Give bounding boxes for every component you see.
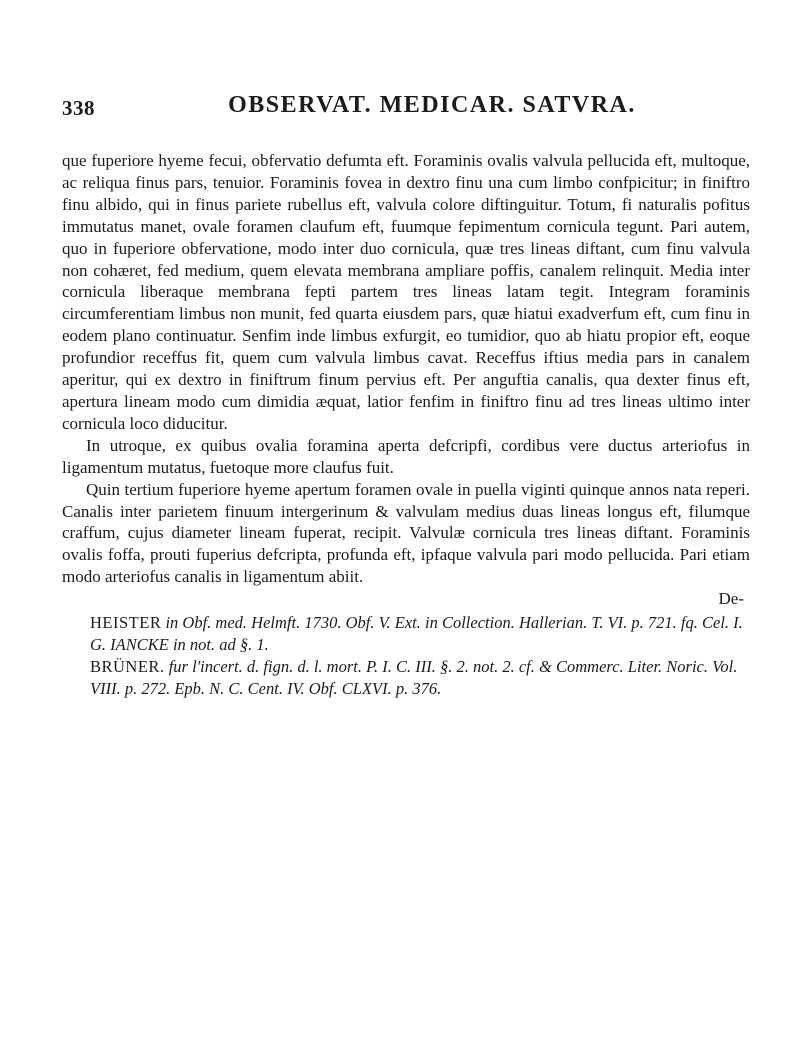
reference-item	[62, 612, 750, 656]
catchword: De-	[718, 589, 744, 609]
references-block	[62, 612, 750, 700]
reference-author: HEISTER	[90, 613, 162, 633]
reference-text: fur l'incert. d. fign. d. l. mort. P. I. C. III. §. 2. not. 2. cf. & Commerc. Liter. Noric. Vol. VIII. p. 272. Epb. N. C. Cent. IV. Obf. CLXVI. p. 376.	[90, 657, 738, 699]
reference-author: BRÜNER.	[90, 657, 165, 677]
running-header	[62, 92, 752, 128]
main-text-block	[62, 150, 750, 700]
paragraph-ductus-arteriosus: In utroque, ex quibus ovalia foramina aperta defcripfi, cordibus vere ductus arteriofus in ligamentum mutatus, fuetoque more claufus fuit.	[62, 435, 750, 477]
running-title: OBSERVAT. MEDICAR. SATVRA.	[228, 92, 636, 118]
reference-item	[62, 656, 750, 700]
page-number: 338	[62, 96, 95, 120]
reference-text: in Obf. med. Helmft. 1730. Obf. V. Ext. in Collection. Hallerian. T. VI. p. 721. fq. Cel. I. G. IANCKE in not. ad §. 1.	[90, 613, 743, 655]
paragraph-observation: que fuperiore hyeme fecui, obfervatio defumta eft. Foraminis ovalis valvula pellucida eft, multoque, ac reliqua finus pars, tenuior. Foraminis fovea in dextro finu una cum limbo confpicitur; in finiftro finu albido, qui in finus pariete rubellus eft, valvula colore diftinguitur. Totum, fi naturalis pofitus immutatus manet, ovale foramen claufum eft, fuumque fepimentum cornicula tegunt. Pari autem, quo in fuperiore obfervatione, modo inter duo cornicula, quæ tres lineas diftant, cum finu valvula non cohæret, fed medium, quem elevata membrana ampliare poffis, canalem relinquit. Media inter cornicula liberaque membrana fepti partem tres lineas latam tegit. Integram foraminis circumferentiam limbus non munit, fed quarta eiusdem pars, quæ hiatui exadverfum eft, cum finu in eodem plano continuatur. Senfim inde limbus exfurgit, eo tumidior, quo ab hiatu propior eft, eoque profundior receffus fit, quem cum valvula limbus cavat. Receffus iftius media pars in canalem aperitur, qui ex dextro in finiftrum finum pervius eft. Per anguftia canalis, qua dexter finus eft, apertura lineam modo cum dimidia æquat, latior fenfim in finiftro finu ad tres lineas ultimo inter cornicula loco diducitur.	[62, 151, 750, 433]
paragraph-third-case: Quin tertium fuperiore hyeme apertum foramen ovale in puella viginti quinque annos nata reperi. Canalis inter parietem finuum intergerinum & valvulam medius duas lineas longus eft, filumque craffum, cujus diameter lineam fuperat, recipit. Valvulæ cornicula tres lineas diftant. Foraminis ovalis foffa, prouti fuperius defcripta, profunda eft, ipfaque valvula pari modo pellucida. Pari etiam modo arteriofus canalis in ligamentum abiit.	[62, 479, 750, 587]
